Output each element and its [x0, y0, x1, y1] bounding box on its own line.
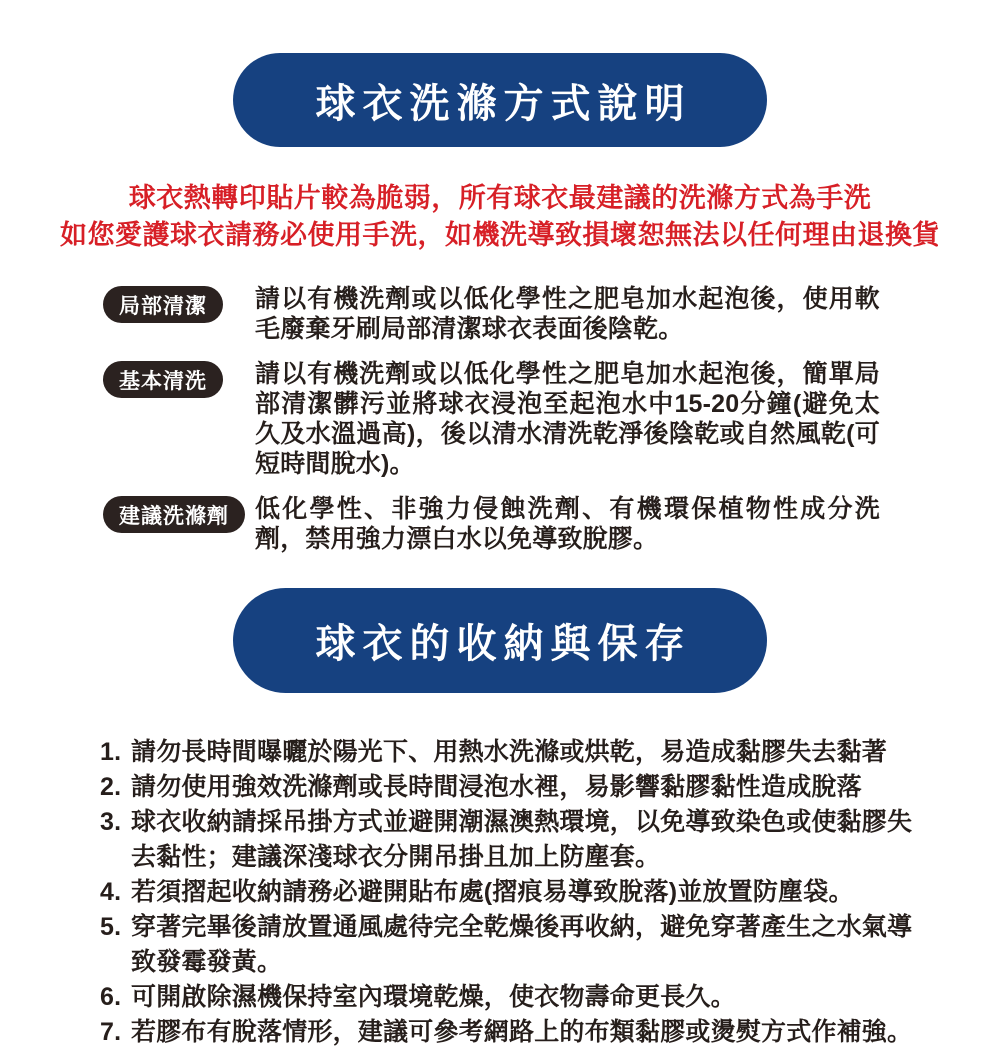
- basic-wash-description: 請以有機洗劑或以低化學性之肥皂加水起泡後，簡單局部清潔髒污並將球衣浸泡至起泡水中15-20分鐘(避免太久及水溫過高)，後以清水清洗乾淨後陰乾或自然風乾(可短時間脫水)。: [255, 360, 880, 478]
- spot-clean-label-pill: 局部清潔: [103, 286, 223, 323]
- basic-wash-label-pill: 基本清洗: [103, 361, 223, 398]
- washing-instructions-title: 球衣洗滌方式說明: [315, 81, 692, 126]
- spot-clean-description: 請以有機洗劑或以低化學性之肥皂加水起泡後，使用軟毛廢棄牙刷局部清潔球衣表面後陰乾。: [255, 285, 880, 343]
- washing-instructions-banner: [233, 53, 767, 147]
- list-item: [100, 770, 920, 805]
- recommended-detergent-label-pill: 建議洗滌劑: [103, 496, 245, 533]
- list-item-number: 6.: [100, 983, 122, 1011]
- list-item: [100, 980, 920, 1015]
- list-item: [100, 735, 920, 770]
- list-item-text: 球衣收納請採吊掛方式並避開潮濕澳熱環境，以免導致染色或使黏膠失去黏性；建議深淺球衣分開吊掛且加上防塵套。: [131, 808, 913, 871]
- storage-title: 球衣的收納與保存: [315, 622, 692, 666]
- list-item-number: 1.: [100, 738, 122, 766]
- list-item-text: 若膠布有脫落情形，建議可參考網路上的布類黏膠或燙熨方式作補強。: [131, 1018, 913, 1046]
- list-item-text: 穿著完畢後請放置通風處待完全乾燥後再收納，避免穿著產生之水氣導致發霉發黃。: [131, 913, 913, 976]
- washing-row-detergent: [103, 494, 905, 554]
- list-item-number: 2.: [100, 773, 122, 801]
- recommended-detergent-description: 低化學性、非強力侵蝕洗劑、有機環保植物性成分洗劑，禁用強力漂白水以免導致脫膠。: [255, 495, 880, 553]
- washing-method-list: [0, 284, 1000, 554]
- label-column: [103, 359, 255, 398]
- list-item-text: 若須摺起收納請務必避開貼布處(摺痕易導致脫落)並放置防塵袋。: [131, 878, 854, 906]
- hand-wash-warning: [0, 180, 1000, 254]
- list-item-text: 可開啟除濕機保持室內環境乾燥，使衣物壽命更長久。: [131, 983, 736, 1011]
- list-item-number: 7.: [100, 1018, 122, 1046]
- list-item-number: 3.: [100, 808, 122, 836]
- list-item-number: 4.: [100, 878, 122, 906]
- list-item-text: 請勿使用強效洗滌劑或長時間浸泡水裡，易影響黏膠黏性造成脫落: [131, 773, 862, 801]
- storage-banner: [233, 588, 767, 693]
- list-item-text: 請勿長時間曝曬於陽光下、用熱水洗滌或烘乾，易造成黏膠失去黏著: [131, 738, 888, 766]
- list-item-number: 5.: [100, 913, 122, 941]
- list-item: [100, 910, 920, 980]
- list-item: [100, 805, 920, 875]
- label-column: [103, 284, 255, 323]
- warning-line-1: 球衣熱轉印貼片較為脆弱，所有球衣最建議的洗滌方式為手洗: [128, 183, 872, 213]
- washing-row-spot-clean: [103, 284, 905, 344]
- storage-tips-list: [0, 735, 1000, 1050]
- list-item: [100, 875, 920, 910]
- washing-row-basic-wash: [103, 359, 905, 479]
- label-column: [103, 494, 255, 533]
- list-item: [100, 1015, 920, 1050]
- warning-line-2: 如您愛護球衣請務必使用手洗，如機洗導致損壞恕無法以任何理由退換貨: [60, 220, 940, 250]
- jersey-care-infographic: [0, 53, 1000, 1053]
